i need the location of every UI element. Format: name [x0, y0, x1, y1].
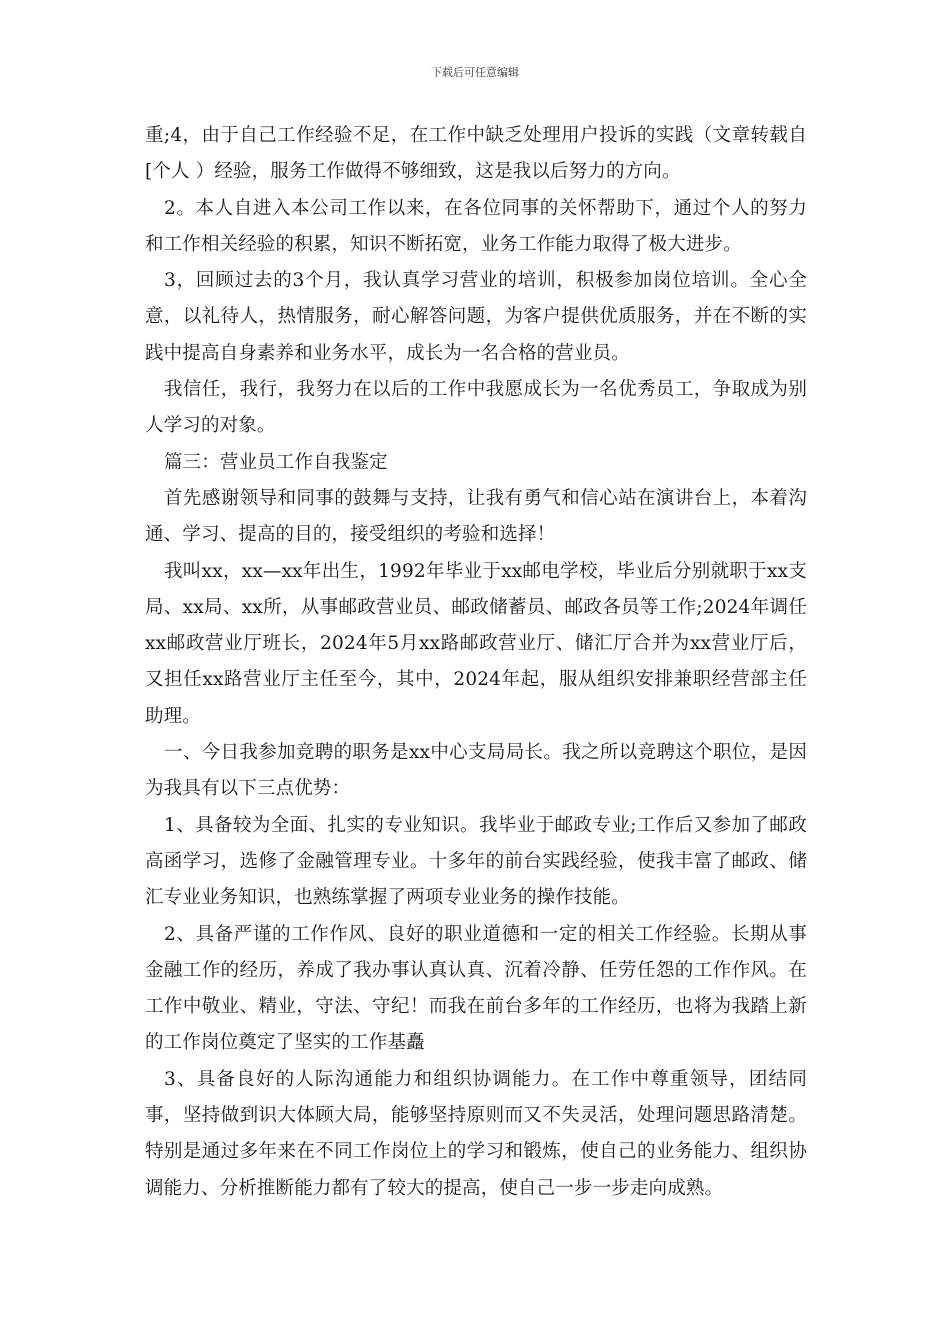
paragraph: 我叫xx，xx—xx年出生，1992年毕业于xx邮电学校，毕业后分别就职于xx支局、xx局、xx所，从事邮政营业员、邮政储蓄员、邮政各员等工作;2024年调任xx邮政营业厅班长，2024年5月xx路邮政营业厅、储汇厅合并为xx营业厅后，又担任xx路营业厅主任至今，其中，2024年起，服从组织安排兼职经营部主任助理。: [145, 560, 807, 727]
document-body: [145, 118, 807, 1207]
paragraph: 2。本人自进入本公司工作以来，在各位同事的关怀帮助下，通过个人的努力和工作相关经验的积累，知识不断拓宽，业务工作能力取得了极大进步。: [145, 197, 807, 255]
paragraph: 我信任，我行，我努力在以后的工作中我愿成长为一名优秀员工，争取成为别人学习的对象。: [145, 379, 807, 437]
paragraph: 1、具备较为全面、扎实的专业知识。我毕业于邮政专业;工作后又参加了邮政高函学习，选修了金融管理专业。十多年的前台实践经验，使我丰富了邮政、储汇专业业务知识，也熟练掌握了两项专业业务的操作技能。: [145, 814, 807, 909]
paragraph: 一、今日我参加竞聘的职务是xx中心支局局长。我之所以竞聘这个职位，是因为我具有以下三点优势：: [145, 742, 807, 800]
page-header: 下载后可任意编辑: [431, 66, 519, 79]
paragraph: 首先感谢领导和同事的鼓舞与支持，让我有勇气和信心站在演讲台上，本着沟通、学习、提高的目的，接受组织的考验和选择！: [145, 487, 807, 546]
paragraph: 3，回顾过去的3个月，我认真学习营业的培训，积极参加岗位培训。全心全意，以礼待人，热情服务，耐心解答问题，为客户提供优质服务，并在不断的实践中提高自身素养和业务水平，成长为一名合格的营业员。: [145, 270, 807, 364]
section-heading: 篇三：营业员工作自我鉴定: [164, 451, 388, 473]
paragraph: 2、具备严谨的工作作风、良好的职业道德和一定的相关工作经验。长期从事金融工作的经历，养成了我办事认真认真、沉着冷静、任劳任怨的工作作风。在工作中敬业、精业，守法、守纪！而我在前台多年的工作经历，也将为我踏上新的工作岗位奠定了坚实的工作基矗: [145, 923, 807, 1054]
paragraph: 重;4，由于自己工作经验不足，在工作中缺乏处理用户投诉的实践（文章转载自[个人 ）经验，服务工作做得不够细致，这是我以后努力的方向。: [145, 125, 807, 183]
paragraph: 3、具备良好的人际沟通能力和组织协调能力。在工作中尊重领导，团结同事，坚持做到识大体顾大局，能够坚持原则而又不失灵活，处理问题思路清楚。特别是通过多年来在不同工作岗位上的学习和锻炼，使自己的业务能力、组织协调能力、分析推断能力都有了较大的提高，使自己一步一步走向成熟。: [145, 1068, 807, 1199]
